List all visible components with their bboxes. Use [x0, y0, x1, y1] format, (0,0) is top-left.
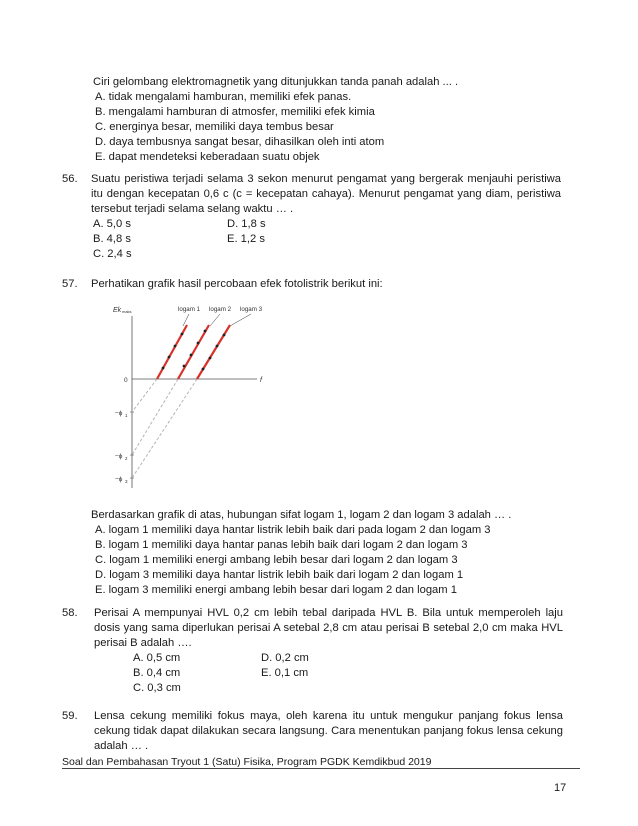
- q59-line-1: Lensa cekung memiliki fokus maya, oleh karena itu untuk mengukur panjang fokus lensa: [94, 710, 563, 722]
- q55-option-e: E. dapat mendeteksi keberadaan suatu objek: [95, 151, 320, 163]
- page-number: 17: [554, 782, 567, 794]
- footer-text: Soal dan Pembahasan Tryout 1 (Satu) Fisika, Program PGDK Kemdikbud 2019: [62, 756, 432, 768]
- q58-number: 58.: [62, 607, 78, 619]
- q57-option-d: D. logam 3 memiliki daya hantar listrik lebih baik dari logam 2 dan logam 1: [95, 569, 464, 581]
- origin-label: 0: [124, 377, 128, 384]
- q57-option-e: E. logam 3 memiliki energi ambang lebih besar dari logam 2 dan logam 1: [95, 584, 457, 596]
- q56-number: 56.: [62, 173, 78, 185]
- q56-option-e: E. 1,2 s: [227, 233, 265, 245]
- q58-option-b: B. 0,4 cm: [133, 667, 181, 679]
- q59-line-2: cekung tidak dapat dilakukan secara langsung. Cara menentukan panjang fokus lensa cekung: [94, 725, 563, 737]
- q56-option-d: D. 1,8 s: [227, 218, 266, 230]
- phi-2-label: −ϕ: [115, 453, 123, 460]
- q57-option-c: C. logam 1 memiliki energi ambang lebih besar dari logam 2 dan logam 3: [95, 554, 458, 566]
- q58-line-2: dosis yang sama diperlukan perisai A setebal 2,8 cm atau perisai B setebal 2,0 cm maka HVL: [94, 622, 563, 634]
- q58-option-d: D. 0,2 cm: [261, 652, 309, 664]
- legend-logam-3: logam 3: [240, 306, 263, 313]
- q56-option-a: A. 5,0 s: [93, 218, 131, 230]
- q56-line-1: Suatu peristiwa terjadi selama 3 sekon menurut pengamat yang bergerak menjauhi peristiwa: [91, 173, 561, 185]
- q58-line-3: perisai B adalah ….: [94, 637, 192, 649]
- q56-line-2: itu dengan kecepatan 0,6 c (c = kecepatan cahaya). Menurut pengamat yang diam, peristiwa: [91, 188, 561, 200]
- phi-3-label: −ϕ: [115, 476, 123, 483]
- phi-2-sub: 2: [125, 456, 128, 461]
- q58-option-a: A. 0,5 cm: [133, 652, 181, 664]
- q59-number: 59.: [62, 710, 78, 722]
- footer-rule: [62, 768, 580, 769]
- q57-stem: Perhatikan grafik hasil percobaan efek fotolistrik berikut ini:: [91, 278, 383, 290]
- q59-line-3: adalah … .: [94, 740, 149, 752]
- phi-1-label: −ϕ: [115, 410, 123, 417]
- q55-option-d: D. daya tembusnya sangat besar, dihasilkan oleh inti atom: [95, 136, 385, 148]
- phi-3-sub: 3: [125, 479, 128, 484]
- logam-2-point: [197, 342, 200, 345]
- legend-leader-2: [210, 314, 220, 326]
- q57-option-a: A. logam 1 memiliki daya hantar listrik lebih baik dari pada logam 2 dan logam 3: [95, 524, 491, 536]
- legend-logam-2: logam 2: [209, 306, 232, 313]
- logam-2-point: [204, 330, 207, 333]
- q55-option-b: B. mengalami hamburan di atmosfer, memiliki efek kimia: [95, 106, 375, 118]
- logam-2-point: [190, 354, 193, 357]
- logam-1-point: [162, 367, 165, 370]
- logam-1-extrapolation: [132, 379, 157, 412]
- q57-number: 57.: [62, 278, 78, 290]
- q55-option-c: C. energinya besar, memiliki daya tembus besar: [95, 121, 334, 133]
- logam-2-point: [183, 365, 186, 368]
- logam-1-point: [174, 345, 177, 348]
- y-axis-label: Ek: [113, 307, 122, 314]
- logam-1-point: [168, 356, 171, 359]
- logam-3-line: [197, 325, 230, 379]
- q56-option-c: C. 2,4 s: [93, 248, 132, 260]
- q56-option-b: B. 4,8 s: [93, 233, 131, 245]
- logam-1-point: [181, 333, 184, 336]
- logam-3-point: [223, 334, 226, 337]
- q57-option-b: B. logam 1 memiliki daya hantar panas lebih baik dari logam 2 dan logam 3: [95, 539, 468, 551]
- q58-option-c: C. 0,3 cm: [133, 682, 181, 694]
- photoelectric-graph: [112, 298, 272, 490]
- x-axis-label: f: [260, 377, 262, 384]
- logam-3-point: [216, 345, 219, 348]
- logam-3-point: [209, 357, 212, 360]
- y-axis-sub: maks: [122, 309, 132, 314]
- legend-logam-1: logam 1: [178, 306, 201, 313]
- q55-option-a: A. tidak mengalami hamburan, memiliki efek panas.: [95, 91, 352, 103]
- phi-1-sub: 1: [125, 413, 128, 418]
- logam-3-extrapolation: [132, 379, 197, 478]
- q58-option-e: E. 0,1 cm: [261, 667, 309, 679]
- legend-leader-1: [183, 314, 189, 326]
- q58-line-1: Perisai A mempunyai HVL 0,2 cm lebih tebal daripada HVL B. Bila untuk memperoleh laju: [94, 607, 563, 619]
- logam-3-point: [202, 368, 205, 371]
- q55-stem: Ciri gelombang elektromagnetik yang ditunjukkan tanda panah adalah ... .: [93, 76, 459, 88]
- q56-line-3: tersebut terjadi selama selang waktu … .: [91, 203, 294, 215]
- legend-leader-3: [230, 314, 251, 326]
- q57-intro: Berdasarkan grafik di atas, hubungan sifat logam 1, logam 2 dan logam 3 adalah … .: [91, 509, 512, 521]
